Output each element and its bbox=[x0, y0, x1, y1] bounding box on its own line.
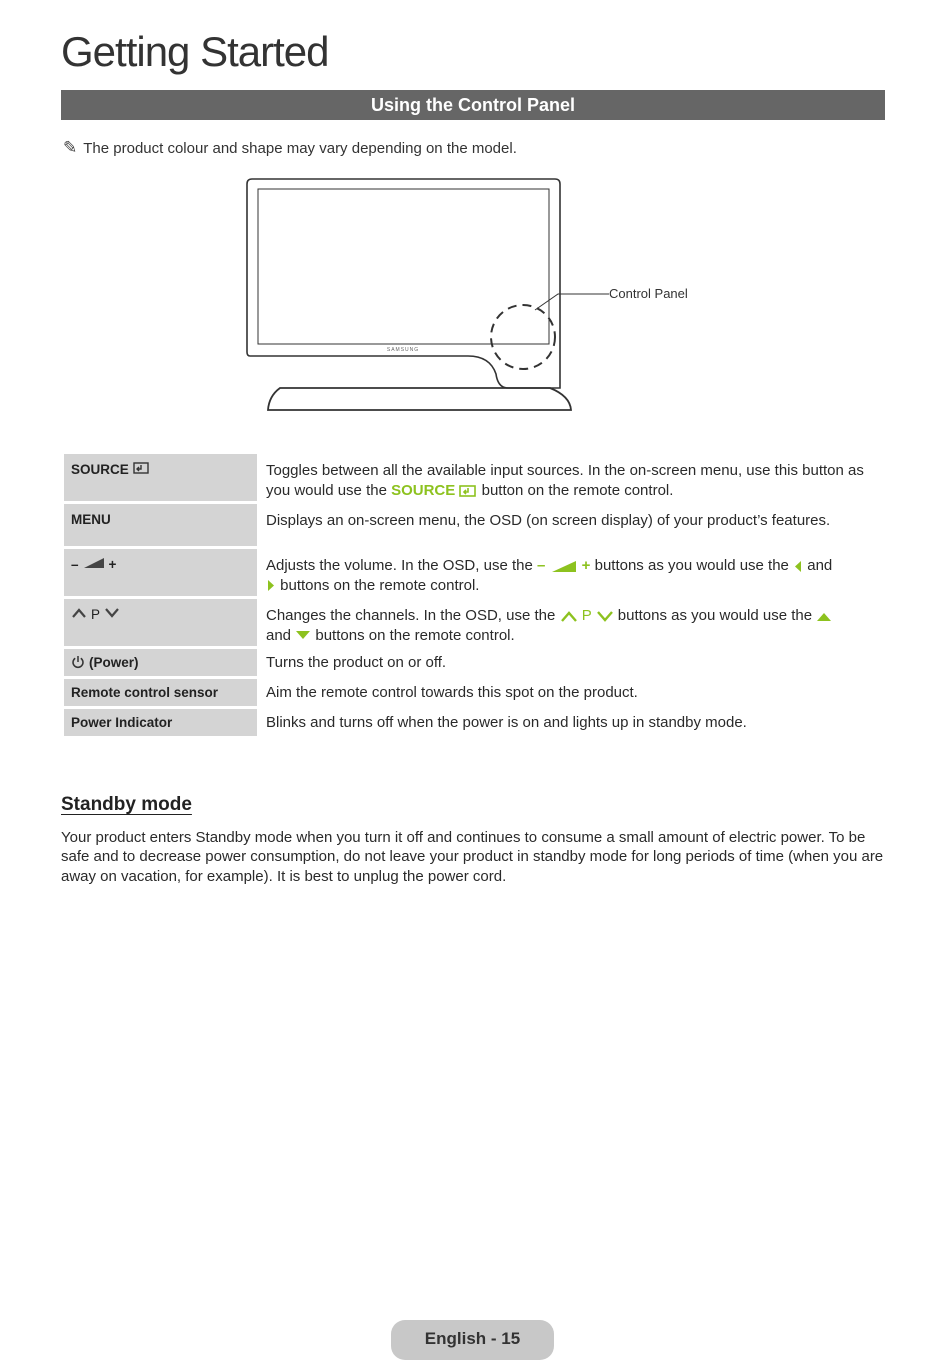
brand-logo: SAMSUNG bbox=[386, 347, 420, 353]
table-row bbox=[61, 599, 885, 646]
arrow-right-icon bbox=[266, 579, 276, 592]
chevron-up-icon bbox=[560, 610, 578, 623]
table-row bbox=[61, 649, 885, 676]
key-remote-sensor: Remote control sensor bbox=[64, 679, 257, 706]
key-source: SOURCE bbox=[64, 454, 257, 501]
monitor-screen bbox=[258, 189, 549, 344]
model-note bbox=[63, 138, 517, 158]
desc-remote-sensor: Aim the remote control towards this spot on the product. bbox=[266, 684, 638, 701]
monitor-stand-base bbox=[268, 388, 571, 410]
source-icon bbox=[459, 484, 477, 498]
desc-power-indicator: Blinks and turns off when the power is on and lights up in standby mode. bbox=[266, 714, 747, 731]
table-row bbox=[61, 549, 885, 596]
monitor-bezel bbox=[247, 179, 560, 388]
key-volume: – + bbox=[64, 549, 257, 596]
source-icon bbox=[133, 462, 149, 475]
table-row bbox=[61, 709, 885, 736]
standby-body: Your product enters Standby mode when you turn it off and continues to consume a small amount of electric power. To be safe and to decrease power consumption, do not leave your product in standby mode for long periods of time (when you are away on vacation, for example). It is best to unplug the power cord. bbox=[61, 829, 884, 885]
control-panel-label: Control Panel bbox=[609, 286, 688, 301]
page-number-badge: English - 15 bbox=[391, 1320, 554, 1360]
callout-line bbox=[535, 294, 609, 310]
desc-menu: Displays an on-screen menu, the OSD (on screen display) of your product’s features. bbox=[266, 512, 831, 529]
table-row bbox=[61, 454, 885, 501]
desc-power: Turns the product on or off. bbox=[266, 654, 447, 671]
chevron-up-icon bbox=[71, 607, 87, 619]
page-title: Getting Started bbox=[61, 28, 329, 75]
table-row bbox=[61, 679, 885, 706]
chevron-down-icon bbox=[104, 607, 120, 619]
table-row bbox=[61, 504, 885, 546]
section-header: Using the Control Panel bbox=[61, 90, 885, 120]
arrow-up-icon bbox=[816, 611, 832, 622]
control-table bbox=[61, 454, 885, 739]
desc-volume: Adjusts the volume. In the OSD, use the – + buttons as you would use the and buttons on the remote control. bbox=[266, 557, 833, 594]
arrow-left-icon bbox=[793, 560, 803, 573]
pencil-icon: ✎ bbox=[63, 138, 78, 157]
desc-source: Toggles between all the available input sources. In the on-screen menu, use this button as you would use the SOURCE button on the remote control. bbox=[266, 462, 864, 499]
note-text: The product colour and shape may vary depending on the model. bbox=[83, 139, 517, 157]
key-channel: P bbox=[64, 599, 257, 646]
power-icon bbox=[71, 655, 85, 669]
volume-icon bbox=[550, 559, 578, 573]
key-power-indicator: Power Indicator bbox=[64, 709, 257, 736]
key-power: (Power) bbox=[64, 649, 257, 676]
volume-icon bbox=[83, 557, 105, 569]
chevron-down-icon bbox=[596, 610, 614, 623]
arrow-down-icon bbox=[295, 630, 311, 641]
control-panel-highlight bbox=[491, 305, 555, 369]
key-menu: MENU bbox=[64, 504, 257, 546]
standby-heading: Standby mode bbox=[61, 794, 192, 815]
desc-channel: Changes the channels. In the OSD, use the P buttons as you would use the and buttons on the remote control. bbox=[263, 599, 885, 646]
